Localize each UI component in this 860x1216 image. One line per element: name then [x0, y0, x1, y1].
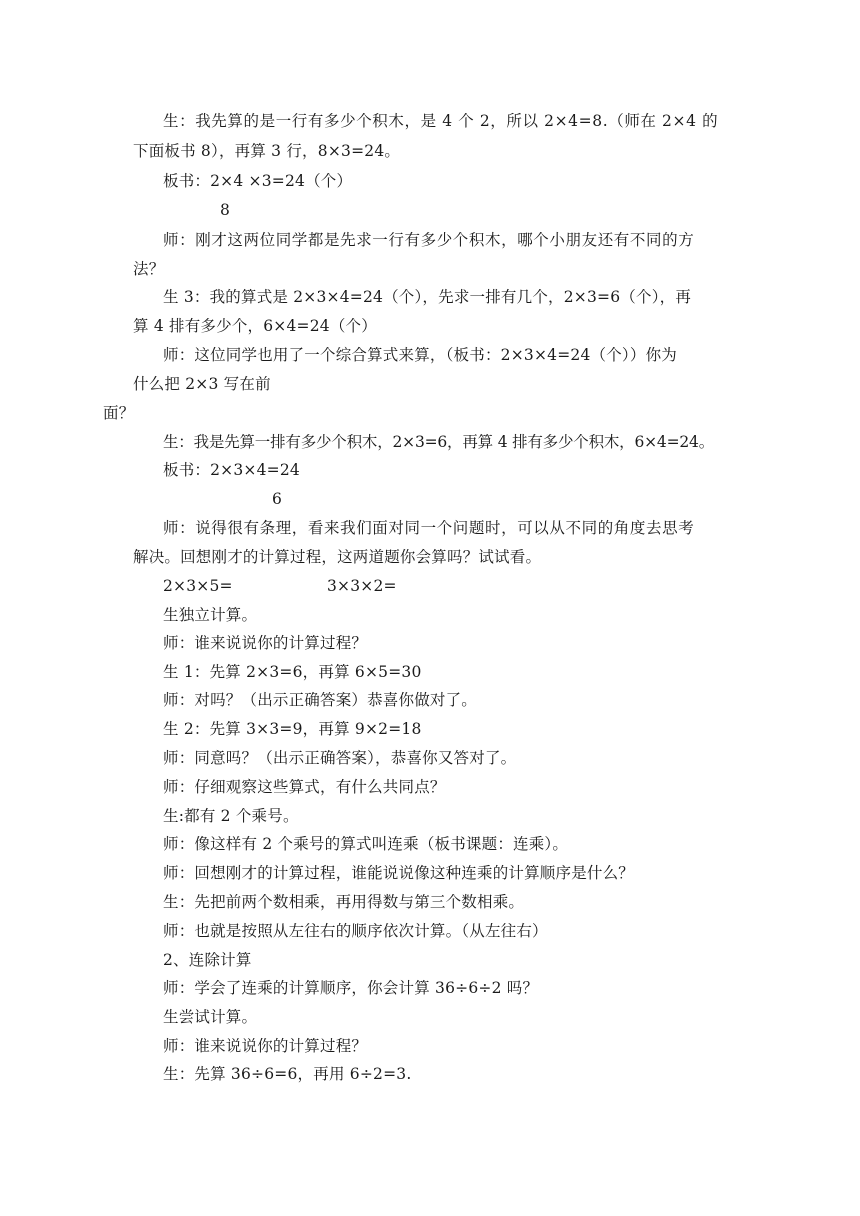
paragraph-line: 师：对吗？（出示正确答案）恭喜你做对了。: [163, 691, 478, 709]
paragraph-line: 生 2：先算 3×3=9，再算 9×2=18: [163, 720, 422, 738]
paragraph-line: 师：仔细观察这些算式，有什么共同点？: [163, 778, 446, 796]
paragraph-line: 生：我先算的是一行有多少个积木，是 4 个 2，所以 2×4=8.（师在 2×4 的: [163, 112, 719, 130]
paragraph-line: 生尝试计算。: [163, 1008, 258, 1026]
paragraph-line: 生 1：先算 2×3=6，再算 6×5=30: [163, 663, 422, 681]
paragraph-line: 生 3：我的算式是 2×3×4=24（个），先求一排有几个，2×3=6（个），再: [163, 288, 692, 306]
paragraph-line: 师：刚才这两位同学都是先求一行有多少个积木，哪个小朋友还有不同的方: [163, 231, 695, 249]
paragraph-line: 生：我是先算一排有多少个积木，2×3=6，再算 4 排有多少个积木，6×4=24。: [163, 433, 714, 451]
exercise-expression: 2×3×5=: [163, 577, 233, 595]
paragraph-line: 师：同意吗？（出示正确答案），恭喜你又答对了。: [163, 749, 517, 767]
board-writing-line: 板书：2×4 ×3=24（个）: [163, 172, 353, 190]
paragraph-line: 师：谁来说说你的计算过程？: [163, 634, 368, 652]
paragraph-line: 师：这位同学也用了一个综合算式来算，（板书：2×3×4=24（个））你为: [163, 346, 677, 364]
paragraph-line: 师：像这样有 2 个乘号的算式叫连乘（板书课题：连乘）。: [163, 835, 569, 853]
paragraph-line: 师：谁来说说你的计算过程？: [163, 1037, 368, 1055]
paragraph-line: 解决。回想刚才的计算过程，这两道题你会算吗？试试看。: [133, 548, 542, 566]
paragraph-line: 师：回想刚才的计算过程，谁能说说像这种连乘的计算顺序是什么？: [163, 864, 635, 882]
paragraph-line: 师：也就是按照从左往右的顺序依次计算。（从左往右）: [163, 922, 548, 940]
exercise-expression: 3×3×2=: [327, 577, 397, 595]
paragraph-line: 面？: [103, 404, 135, 422]
paragraph-line: 算 4 排有多少个，6×4=24（个）: [133, 317, 377, 335]
paragraph-line: 下面板书 8），再算 3 行，8×3=24。: [133, 142, 401, 160]
paragraph-line: 生：先把前两个数相乘，再用得数与第三个数相乘。: [163, 893, 525, 911]
board-writing-annotation: 8: [220, 201, 231, 219]
board-writing-annotation: 6: [272, 490, 283, 508]
paragraph-line: 法？: [133, 260, 165, 278]
paragraph-line: 生独立计算。: [163, 606, 258, 624]
paragraph-line: 什么把 2×3 写在前: [133, 375, 271, 393]
paragraph-line: 生：先算 36÷6=6，再用 6÷2=3.: [163, 1065, 412, 1083]
paragraph-line: 师：说得很有条理，看来我们面对同一个问题时，可以从不同的角度去思考: [163, 519, 695, 537]
paragraph-line: 师：学会了连乘的计算顺序，你会计算 36÷6÷2 吗？: [163, 979, 539, 997]
section-heading: 2、连除计算: [163, 951, 252, 969]
paragraph-line: 生:都有 2 个乘号。: [163, 807, 299, 825]
board-writing-line: 板书：2×3×4=24: [163, 461, 300, 479]
